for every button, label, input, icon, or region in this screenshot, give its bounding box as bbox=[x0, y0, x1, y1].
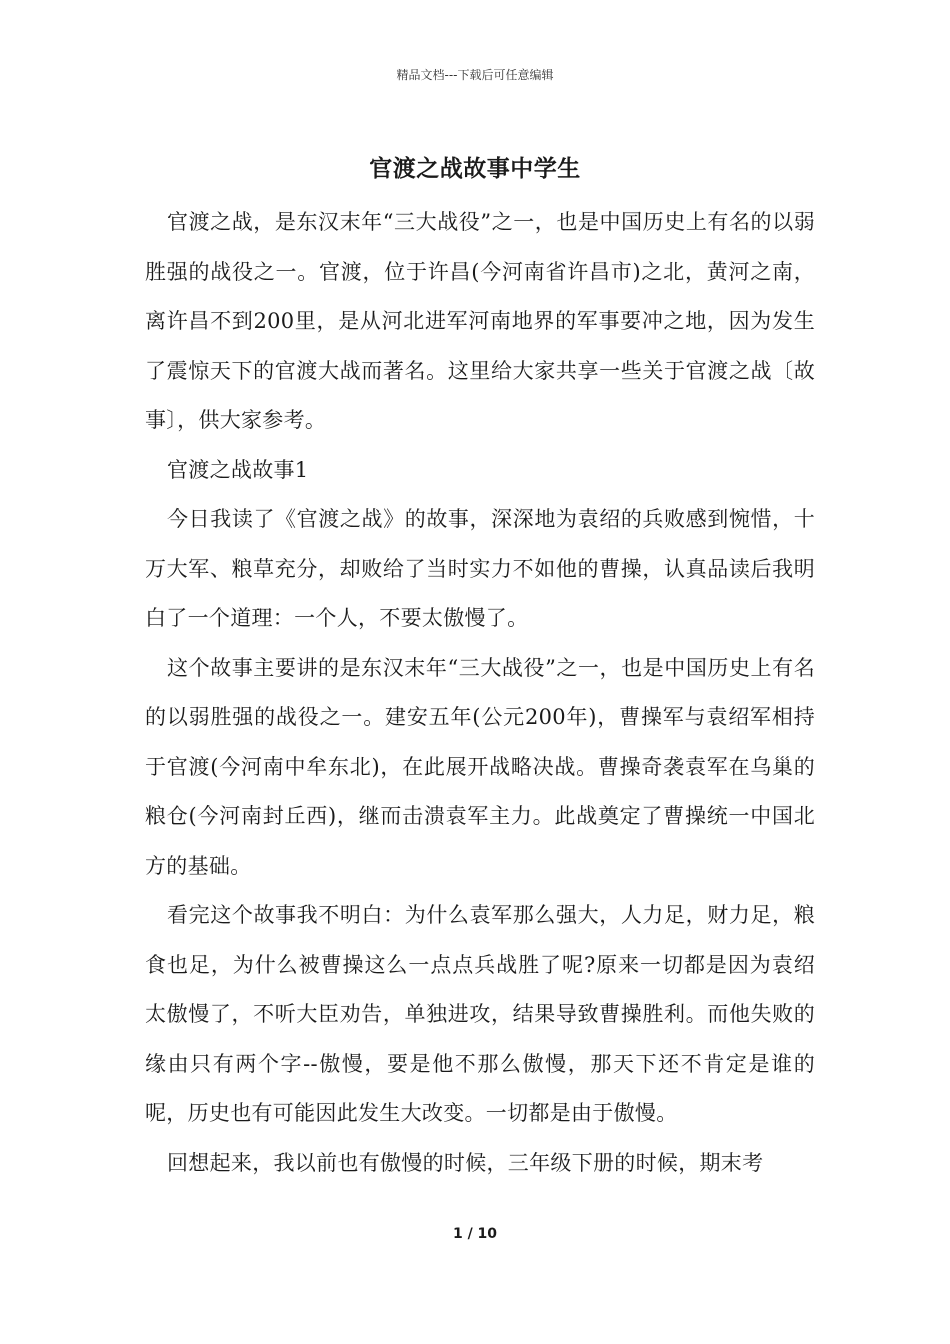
paragraph: 看完这个故事我不明白：为什么袁军那么强大，人力足，财力足，粮食也足，为什么被曹操这么一点点兵战胜了呢?原来一切都是因为袁绍太傲慢了，不听大臣劝告，单独进攻，结果导致曹操胜利。而他失败的缘由只有两个字--傲慢，要是他不那么傲慢，那天下还不肯定是谁的呢，历史也有可能因此发生大改变。一切都是由于傲慢。 bbox=[145, 903, 815, 1125]
paragraph: 今日我读了《官渡之战》的故事，深深地为袁绍的兵败感到惋惜，十万大军、粮草充分，却败给了当时实力不如他的曹操，认真品读后我明白了一个道理：一个人，不要太傲慢了。 bbox=[145, 507, 815, 630]
paragraph: 这个故事主要讲的是东汉末年“三大战役”之一，也是中国历史上有名的以弱胜强的战役之一。建安五年(公元200年)，曹操军与袁绍军相持于官渡(今河南中牟东北)，在此展开战略决战。曹操奇袭袁军在乌巢的粮仓(今河南封丘西)，继而击溃袁军主力。此战奠定了曹操统一中国北方的基础。 bbox=[145, 655, 815, 878]
document-title: 官渡之战故事中学生 bbox=[369, 155, 581, 182]
document-body bbox=[145, 198, 815, 1188]
header-note: 精品文档---下载后可任意编辑 bbox=[396, 68, 554, 82]
section-heading: 官渡之战故事1 bbox=[167, 457, 309, 482]
page-number: 1 / 10 bbox=[452, 1226, 498, 1242]
paragraph-intro: 官渡之战，是东汉末年“三大战役”之一，也是中国历史上有名的以弱胜强的战役之一。官渡，位于许昌(今河南省许昌市)之北，黄河之南，离许昌不到200里，是从河北进军河南地界的军事要冲之地，因为发生了震惊天下的官渡大战而著名。这里给大家共享一些关于官渡之战〔故事〕，供大家参考。 bbox=[145, 210, 815, 432]
paragraph: 回想起来，我以前也有傲慢的时候，三年级下册的时候，期末考 bbox=[167, 1150, 764, 1175]
